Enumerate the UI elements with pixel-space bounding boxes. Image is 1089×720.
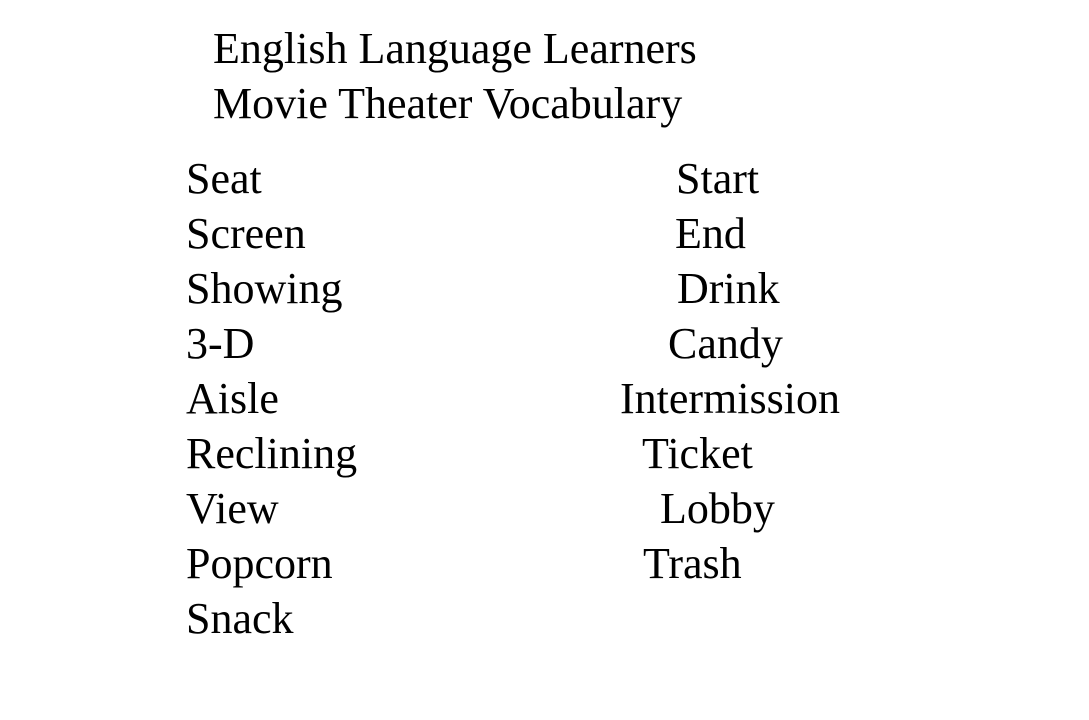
word-item: Drink <box>677 264 780 313</box>
word-item: Ticket <box>642 429 753 478</box>
title-line-2: Movie Theater Vocabulary <box>213 79 683 128</box>
word-item: Trash <box>643 539 742 588</box>
word-item: Screen <box>186 209 306 258</box>
word-item: Start <box>676 154 760 203</box>
title-line-1: English Language Learners <box>213 24 697 73</box>
word-item: Seat <box>186 154 262 203</box>
word-item: Snack <box>186 594 294 643</box>
word-item: Showing <box>186 264 343 313</box>
word-item: 3-D <box>186 319 255 368</box>
word-item: Candy <box>668 319 783 368</box>
word-item: View <box>186 484 279 533</box>
word-item: Aisle <box>186 374 279 423</box>
word-item: Intermission <box>620 374 840 423</box>
word-item: Popcorn <box>186 539 333 588</box>
word-item: Reclining <box>186 429 358 478</box>
word-item: Lobby <box>660 484 775 533</box>
word-item: End <box>675 209 746 258</box>
